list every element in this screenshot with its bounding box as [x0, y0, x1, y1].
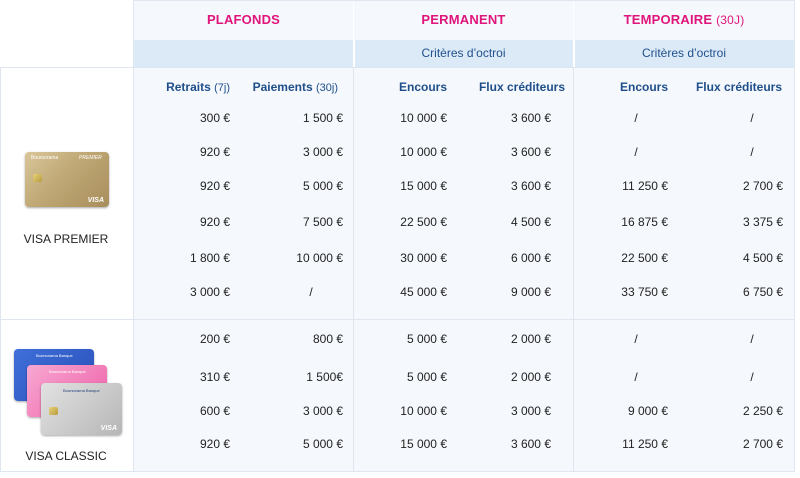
plafonds-column-bg — [134, 0, 353, 472]
cell-perm-flux: 3 600 € — [510, 145, 551, 159]
cell-retraits: 200 € — [199, 332, 230, 346]
cell-temp-encours: / — [634, 370, 638, 384]
card-chip-icon — [49, 407, 58, 415]
cell-paiements: 800 € — [312, 332, 343, 346]
cell-temp-flux: 4 500 € — [742, 251, 783, 265]
cell-paiements: 3 000 € — [302, 404, 343, 418]
grid-line — [133, 0, 134, 472]
section-title-plafonds: PLAFONDS — [206, 12, 281, 27]
cell-temp-flux: / — [750, 145, 754, 159]
cell-paiements: 3 000 € — [302, 145, 343, 159]
cell-temp-flux: 2 700 € — [742, 179, 783, 193]
cell-temp-encours: / — [634, 145, 638, 159]
cell-perm-encours: 10 000 € — [400, 145, 447, 159]
cell-retraits: 920 € — [199, 145, 230, 159]
cell-perm-flux: 3 000 € — [510, 404, 551, 418]
cell-paiements: 5 000 € — [302, 437, 343, 451]
cell-perm-flux: 9 000 € — [510, 285, 551, 299]
col-head-temp-encours: Encours — [619, 80, 668, 94]
cell-temp-encours: / — [634, 111, 638, 125]
cell-temp-flux: 6 750 € — [742, 285, 783, 299]
cell-paiements: 7 500 € — [302, 215, 343, 229]
cell-perm-flux: 2 000 € — [510, 332, 551, 346]
cell-temp-flux: / — [750, 332, 754, 346]
grid-line — [794, 0, 795, 472]
col-head-perm-flux: Flux créditeurs — [478, 80, 565, 94]
cell-temp-flux: / — [750, 370, 754, 384]
cell-perm-flux: 3 600 € — [510, 179, 551, 193]
section-title-permanent: PERMANENT — [421, 12, 506, 27]
grid-line — [353, 40, 354, 472]
cell-temp-encours: 16 875 € — [621, 215, 668, 229]
grid-line — [0, 471, 795, 472]
cell-perm-encours: 45 000 € — [400, 285, 447, 299]
visa-logo: VISA — [87, 197, 104, 204]
card-chip-icon — [33, 174, 42, 182]
visa-classic-label: VISA CLASSIC — [25, 449, 107, 463]
col-head-temp-flux: Flux créditeurs — [695, 80, 782, 94]
cell-perm-encours: 15 000 € — [400, 437, 447, 451]
cell-perm-encours: 5 000 € — [406, 370, 447, 384]
temporaire-criteria-label: Critères d’octroi — [641, 46, 727, 60]
grid-line — [0, 319, 795, 320]
permanent-column-bg — [354, 0, 573, 472]
cell-temp-encours: 33 750 € — [621, 285, 668, 299]
cell-temp-encours: 22 500 € — [621, 251, 668, 265]
card-premier-tag: PREMIER — [79, 155, 102, 161]
cell-retraits: 1 800 € — [189, 251, 230, 265]
temporaire-column-bg — [574, 0, 794, 472]
col-head-perm-encours: Encours — [398, 80, 447, 94]
cell-perm-flux: 4 500 € — [510, 215, 551, 229]
cell-temp-encours: 11 250 € — [622, 437, 668, 451]
cell-retraits: 600 € — [199, 404, 230, 418]
cell-perm-flux: 6 000 € — [510, 251, 551, 265]
cell-temp-flux: 2 700 € — [742, 437, 783, 451]
card-brand-text: Boursorama Banque — [36, 353, 73, 358]
card-brand-text: Boursorama Banque — [63, 388, 100, 393]
cell-perm-encours: 15 000 € — [400, 179, 447, 193]
cell-retraits: 920 € — [199, 215, 230, 229]
visa-premier-label: VISA PREMIER — [23, 232, 109, 246]
cell-paiements: 10 000 € — [296, 251, 343, 265]
section-title-temporaire: TEMPORAIRE (30J) — [623, 12, 745, 27]
visa-premier-card-image — [25, 152, 109, 207]
cell-perm-encours: 10 000 € — [400, 111, 447, 125]
cell-retraits: 920 € — [199, 437, 230, 451]
cell-paiements: 1 500 € — [302, 111, 343, 125]
cell-retraits: 3 000 € — [189, 285, 230, 299]
cell-paiements: / — [309, 285, 313, 299]
col-head-retraits: Retraits (7j) — [166, 80, 230, 94]
permanent-criteria-label: Critères d’octroi — [421, 46, 506, 60]
cell-temp-encours: 11 250 € — [622, 179, 668, 193]
cell-retraits: 920 € — [199, 179, 230, 193]
cell-temp-flux: / — [750, 111, 754, 125]
grid-line — [0, 67, 795, 68]
cell-perm-flux: 3 600 € — [510, 437, 551, 451]
cell-temp-flux: 2 250 € — [742, 404, 783, 418]
cell-temp-encours: / — [634, 332, 638, 346]
cell-perm-encours: 30 000 € — [400, 251, 447, 265]
cell-retraits: 300 € — [199, 111, 230, 125]
grid-line — [573, 40, 574, 472]
col-head-paiements: Paiements (30j) — [252, 80, 338, 94]
cell-perm-encours: 5 000 € — [406, 332, 447, 346]
card-brand-text: Boursorama — [31, 155, 59, 161]
cell-paiements: 5 000 € — [302, 179, 343, 193]
cell-perm-flux: 2 000 € — [510, 370, 551, 384]
grid-line — [133, 0, 795, 1]
cell-temp-flux: 3 375 € — [742, 215, 783, 229]
cell-perm-encours: 10 000 € — [400, 404, 447, 418]
cell-paiements: 1 500€ — [306, 370, 343, 384]
grid-line — [0, 67, 1, 472]
cell-perm-encours: 22 500 € — [400, 215, 447, 229]
visa-logo: VISA — [100, 425, 117, 432]
section-title-temporaire-sub: (30J) — [716, 13, 745, 27]
cell-retraits: 310 € — [199, 370, 230, 384]
cell-temp-encours: 9 000 € — [627, 404, 668, 418]
cell-perm-flux: 3 600 € — [510, 111, 551, 125]
card-silver — [41, 383, 122, 435]
card-brand-text: Boursorama Banque — [49, 369, 86, 374]
